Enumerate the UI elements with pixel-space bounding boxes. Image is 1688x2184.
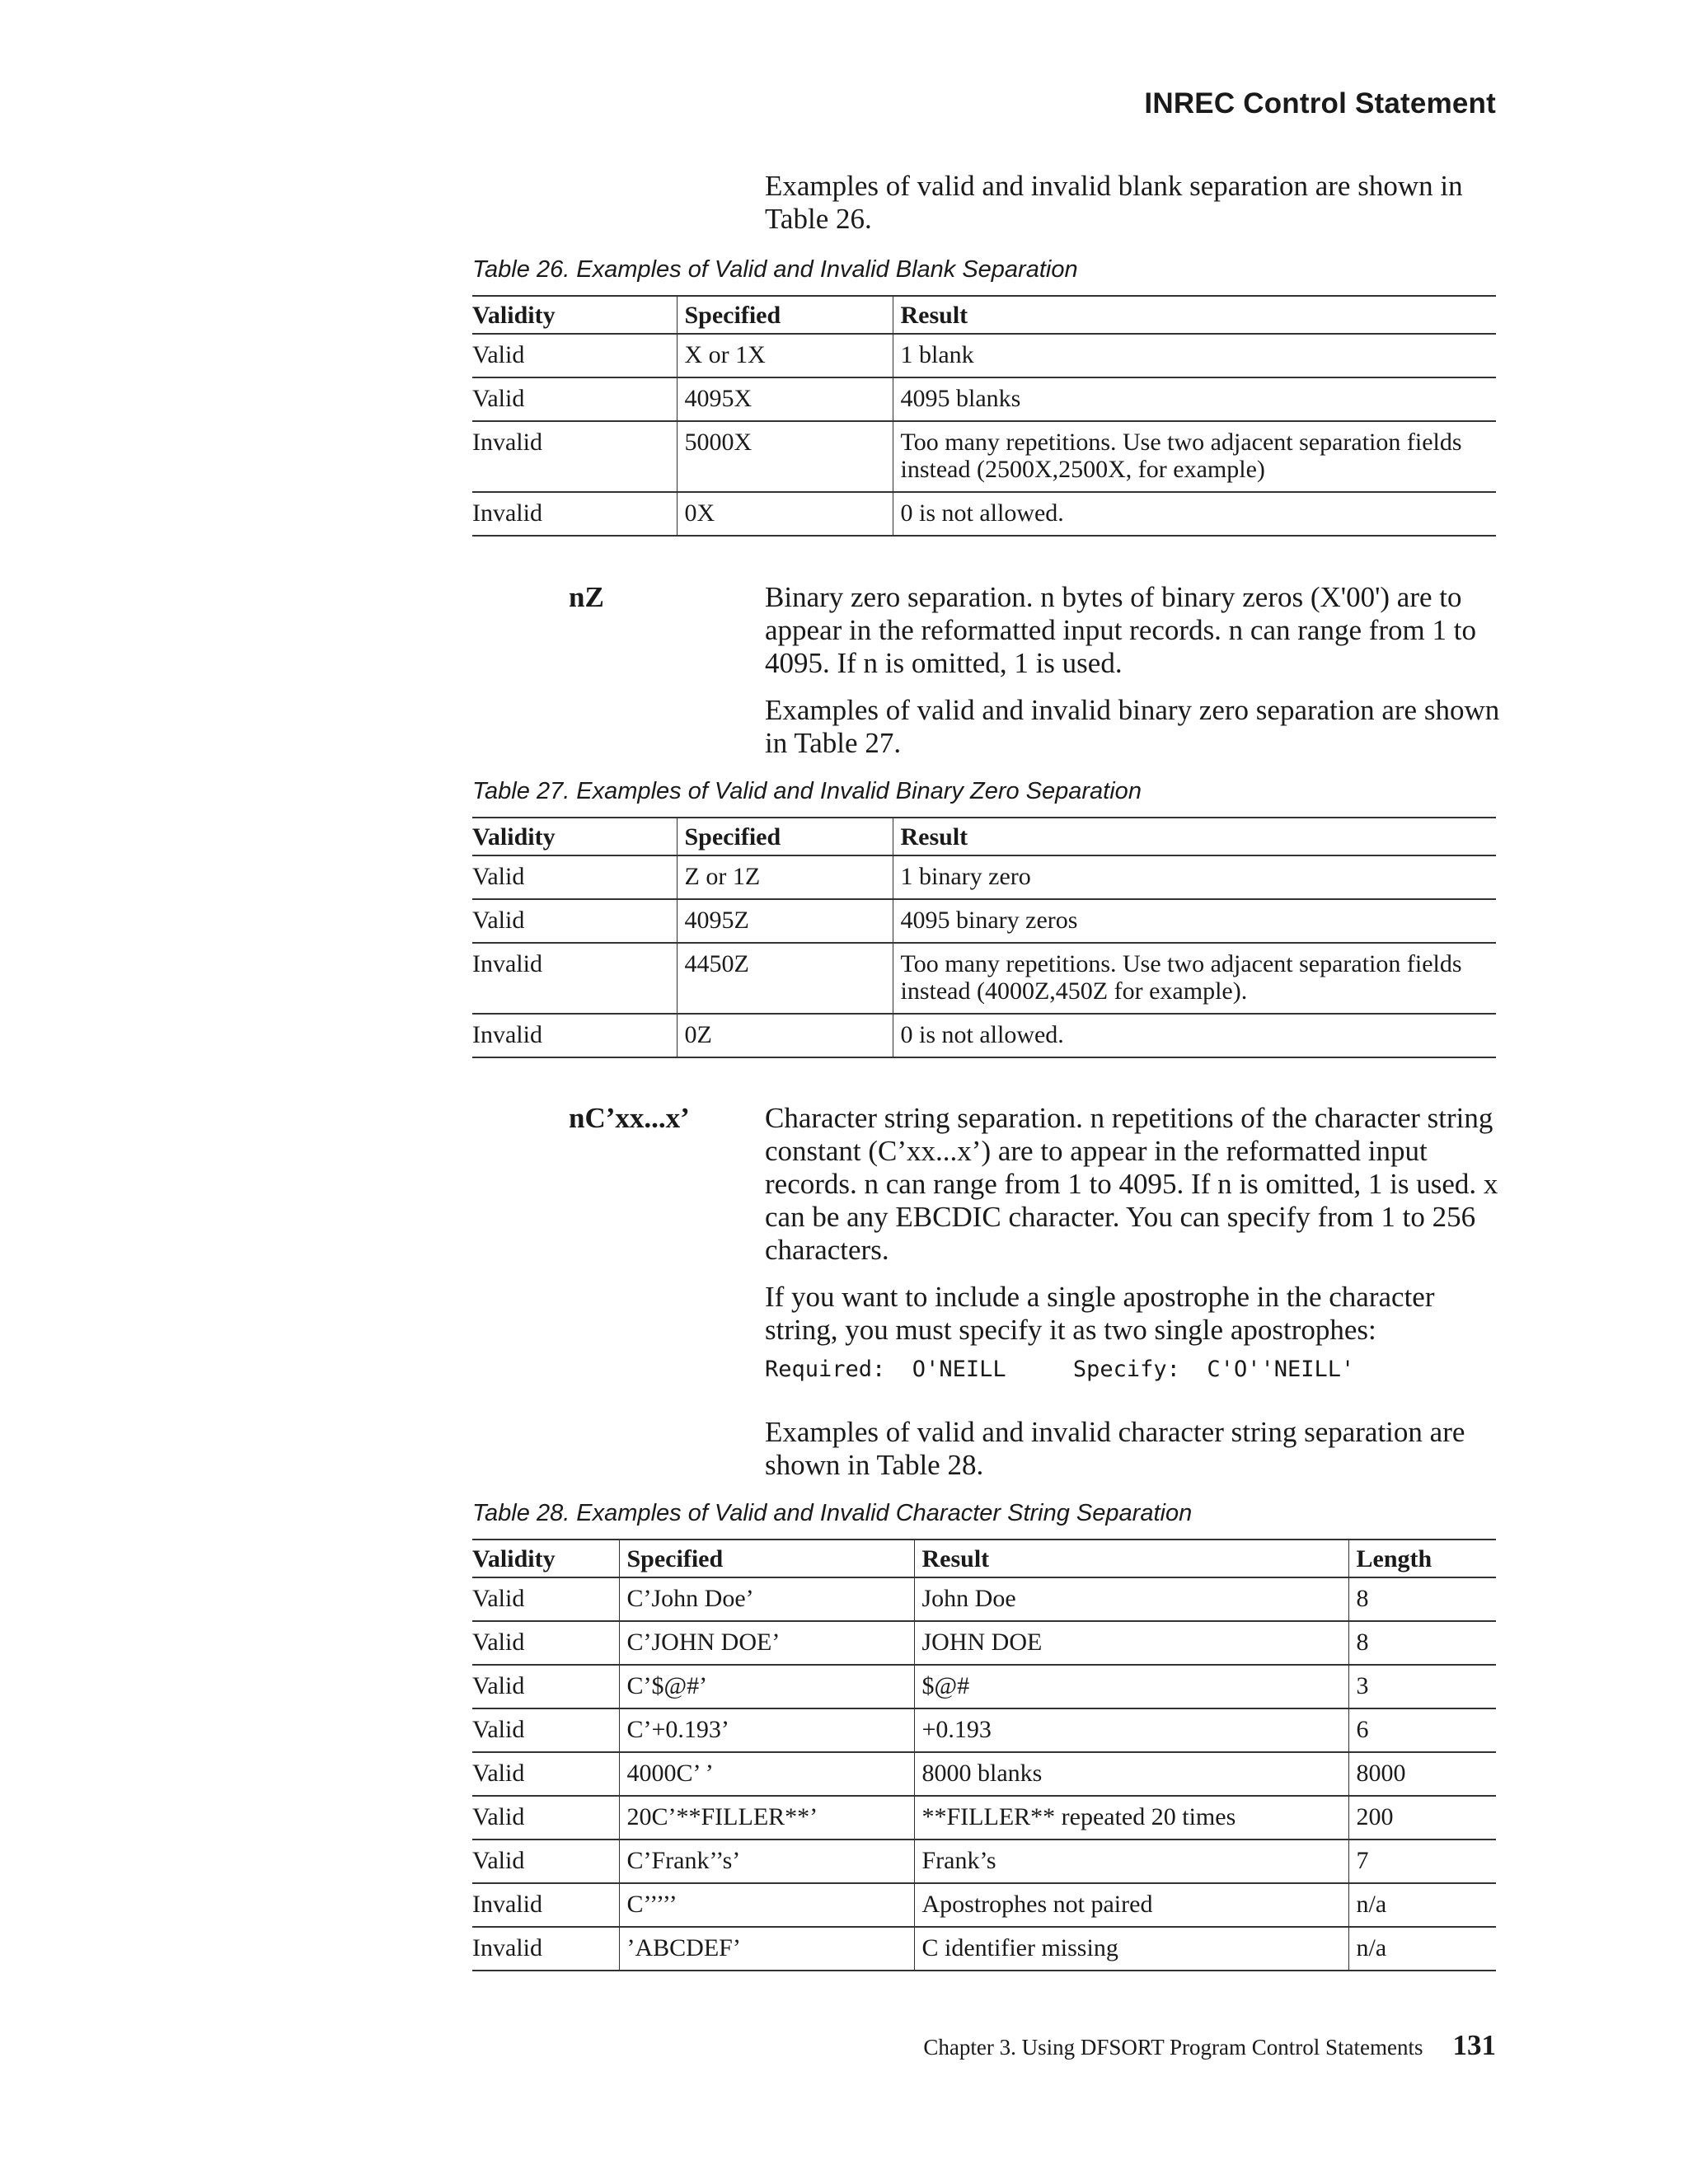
table-cell: C’Frank’’s’	[619, 1840, 914, 1883]
column-header: Result	[914, 1540, 1348, 1577]
apostrophe-code-example: Required: O'NEILL Specify: C'O''NEILL'	[765, 1357, 1355, 1382]
table-cell: Valid	[472, 899, 677, 943]
table-cell: Valid	[472, 1621, 619, 1665]
table-26-caption: Table 26. Examples of Valid and Invalid Blank Separation	[472, 256, 1078, 283]
table-cell: Too many repetitions. Use two adjacent separation fields instead (2500X,2500X, for example)	[893, 421, 1496, 492]
table-row	[472, 492, 1496, 536]
table-cell: ’ABCDEF’	[619, 1927, 914, 1971]
table-cell: Invalid	[472, 1014, 677, 1057]
table-cell: Z or 1Z	[677, 855, 893, 899]
table-cell: 5000X	[677, 421, 893, 492]
table-row	[472, 421, 1496, 492]
table-cell: Invalid	[472, 421, 677, 492]
column-header: Specified	[677, 818, 893, 855]
table-cell: Valid	[472, 1665, 619, 1708]
term-nc: nC’xx...x’	[569, 1102, 690, 1134]
nc-table-intro: Examples of valid and invalid character string separation are shown in Table 28.	[765, 1416, 1465, 1481]
term-nz: nZ	[569, 581, 604, 613]
table-cell: Apostrophes not paired	[914, 1883, 1348, 1927]
page-footer	[923, 2029, 1496, 2062]
nz-table-intro: Examples of valid and invalid binary zero separation are shown in Table 27.	[765, 694, 1500, 759]
table-row	[472, 1752, 1496, 1796]
table-cell: 1 blank	[893, 334, 1496, 377]
table-row	[472, 334, 1496, 377]
table-row	[472, 377, 1496, 421]
table-row	[472, 1621, 1496, 1665]
table-cell: John Doe	[914, 1577, 1348, 1621]
table-cell: 8000 blanks	[914, 1752, 1348, 1796]
table-cell: 4450Z	[677, 943, 893, 1014]
table-cell: Valid	[472, 1840, 619, 1883]
column-header: Validity	[472, 818, 677, 855]
table-cell: Valid	[472, 1577, 619, 1621]
table-cell: 3	[1348, 1665, 1496, 1708]
table-cell: $@#	[914, 1665, 1348, 1708]
table-cell: Invalid	[472, 492, 677, 536]
table-cell: 8	[1348, 1577, 1496, 1621]
table-cell: C’JOHN DOE’	[619, 1621, 914, 1665]
table-cell: 8000	[1348, 1752, 1496, 1796]
table-header-row	[472, 1540, 1496, 1577]
table-cell: n/a	[1348, 1927, 1496, 1971]
table-row	[472, 1840, 1496, 1883]
table-cell: C’’’’’	[619, 1883, 914, 1927]
table-cell: 4095 binary zeros	[893, 899, 1496, 943]
table-row	[472, 1708, 1496, 1752]
intro-table-26: Examples of valid and invalid blank separation are shown in Table 26.	[765, 170, 1463, 235]
column-header: Validity	[472, 296, 677, 334]
table-cell: Frank’s	[914, 1840, 1348, 1883]
table-cell: Valid	[472, 377, 677, 421]
table-row	[472, 1014, 1496, 1057]
column-header: Result	[893, 296, 1496, 334]
table-26	[472, 295, 1496, 537]
table-cell: Invalid	[472, 943, 677, 1014]
table-cell: 4095 blanks	[893, 377, 1496, 421]
nc-description: Character string separation. n repetitions of the character string constant (C’xx...x’) are to appear in the reformatted input records. n can range from 1 to 4095. If n is omitted, 1 is used. x can be any EBCDIC character. You can specify from 1 to 256 characters.	[765, 1102, 1498, 1266]
table-cell: **FILLER** repeated 20 times	[914, 1796, 1348, 1840]
table-cell: Invalid	[472, 1927, 619, 1971]
table-28	[472, 1539, 1496, 1971]
column-header: Length	[1348, 1540, 1496, 1577]
table-row	[472, 1577, 1496, 1621]
table-row	[472, 899, 1496, 943]
nz-description: Binary zero separation. n bytes of binary zeros (X'00') are to appear in the reformatted input records. n can range from 1 to 4095. If n is omitted, 1 is used.	[765, 581, 1476, 679]
table-cell: 0 is not allowed.	[893, 1014, 1496, 1057]
table-cell: 4095Z	[677, 899, 893, 943]
table-row	[472, 1796, 1496, 1840]
footer-chapter: Chapter 3. Using DFSORT Program Control Statements	[923, 2035, 1423, 2060]
table-cell: 200	[1348, 1796, 1496, 1840]
table-cell: +0.193	[914, 1708, 1348, 1752]
table-27	[472, 817, 1496, 1058]
table-cell: X or 1X	[677, 334, 893, 377]
table-cell: 6	[1348, 1708, 1496, 1752]
table-27-caption: Table 27. Examples of Valid and Invalid Binary Zero Separation	[472, 778, 1142, 804]
table-cell: C’$@#’	[619, 1665, 914, 1708]
column-header: Validity	[472, 1540, 619, 1577]
table-cell: Valid	[472, 855, 677, 899]
table-row	[472, 1665, 1496, 1708]
table-row	[472, 1883, 1496, 1927]
table-header-row	[472, 818, 1496, 855]
table-cell: C’+0.193’	[619, 1708, 914, 1752]
page-header-title: INREC Control Statement	[1144, 87, 1496, 120]
table-cell: Valid	[472, 1796, 619, 1840]
column-header: Specified	[619, 1540, 914, 1577]
table-cell: C’John Doe’	[619, 1577, 914, 1621]
table-cell: 8	[1348, 1621, 1496, 1665]
table-cell: Invalid	[472, 1883, 619, 1927]
table-cell: 0Z	[677, 1014, 893, 1057]
table-header-row	[472, 296, 1496, 334]
table-row	[472, 1927, 1496, 1971]
table-cell: Too many repetitions. Use two adjacent separation fields instead (4000Z,450Z for example).	[893, 943, 1496, 1014]
table-cell: 4000C’ ’	[619, 1752, 914, 1796]
table-cell: 20C’**FILLER**’	[619, 1796, 914, 1840]
table-cell: Valid	[472, 1708, 619, 1752]
table-28-caption: Table 28. Examples of Valid and Invalid Character String Separation	[472, 1500, 1193, 1526]
table-cell: JOHN DOE	[914, 1621, 1348, 1665]
table-cell: Valid	[472, 334, 677, 377]
table-cell: 0X	[677, 492, 893, 536]
table-row	[472, 855, 1496, 899]
column-header: Result	[893, 818, 1496, 855]
page-number: 131	[1452, 2029, 1496, 2061]
table-row	[472, 943, 1496, 1014]
column-header: Specified	[677, 296, 893, 334]
table-cell: C identifier missing	[914, 1927, 1348, 1971]
table-cell: 7	[1348, 1840, 1496, 1883]
table-cell: 4095X	[677, 377, 893, 421]
table-cell: 1 binary zero	[893, 855, 1496, 899]
nc-apostrophe-note: If you want to include a single apostrophe in the character string, you must specify it as two single apostrophes:	[765, 1281, 1435, 1346]
table-cell: 0 is not allowed.	[893, 492, 1496, 536]
table-cell: n/a	[1348, 1883, 1496, 1927]
table-cell: Valid	[472, 1752, 619, 1796]
